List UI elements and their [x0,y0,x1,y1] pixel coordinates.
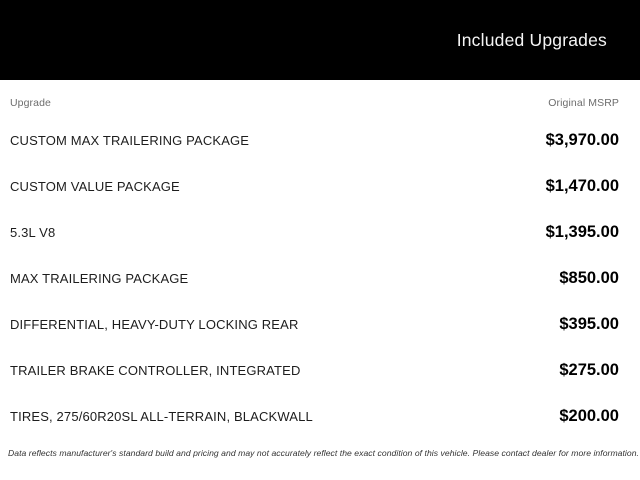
upgrade-price: $1,470.00 [545,176,619,195]
table-header-row [10,80,619,109]
table-row [10,209,619,255]
upgrade-name: DIFFERENTIAL, HEAVY-DUTY LOCKING REAR [10,316,299,332]
table-row [10,301,619,347]
included-upgrades-header [0,0,640,80]
table-row [10,163,619,209]
upgrade-price: $1,395.00 [545,222,619,241]
upgrades-list [10,117,619,439]
upgrade-price: $395.00 [559,314,619,333]
disclaimer-text: Data reflects manufacturer's standard build and pricing and may not accurately reflect the exact condition of this vehicle. Please contact dealer for more information. [8,448,639,458]
disclaimer-footer [0,439,640,461]
page-title: Included Upgrades [456,29,607,50]
upgrade-name: CUSTOM MAX TRAILERING PACKAGE [10,132,250,148]
upgrade-price: $275.00 [559,360,619,379]
upgrade-name: CUSTOM VALUE PACKAGE [10,178,180,194]
column-header-original-msrp: Original MSRP [548,97,619,109]
upgrade-name: TIRES, 275/60R20SL ALL-TERRAIN, BLACKWALL [10,408,313,424]
table-row [10,347,619,393]
upgrade-name: TRAILER BRAKE CONTROLLER, INTEGRATED [10,362,301,378]
upgrade-price: $850.00 [559,268,619,287]
column-header-upgrade: Upgrade [10,97,51,109]
upgrades-panel [0,80,640,439]
table-row [10,255,619,301]
table-row [10,117,619,163]
upgrade-price: $200.00 [559,406,619,425]
upgrade-price: $3,970.00 [545,130,619,149]
table-row [10,393,619,439]
upgrade-name: 5.3L V8 [10,224,56,240]
upgrade-name: MAX TRAILERING PACKAGE [10,270,189,286]
